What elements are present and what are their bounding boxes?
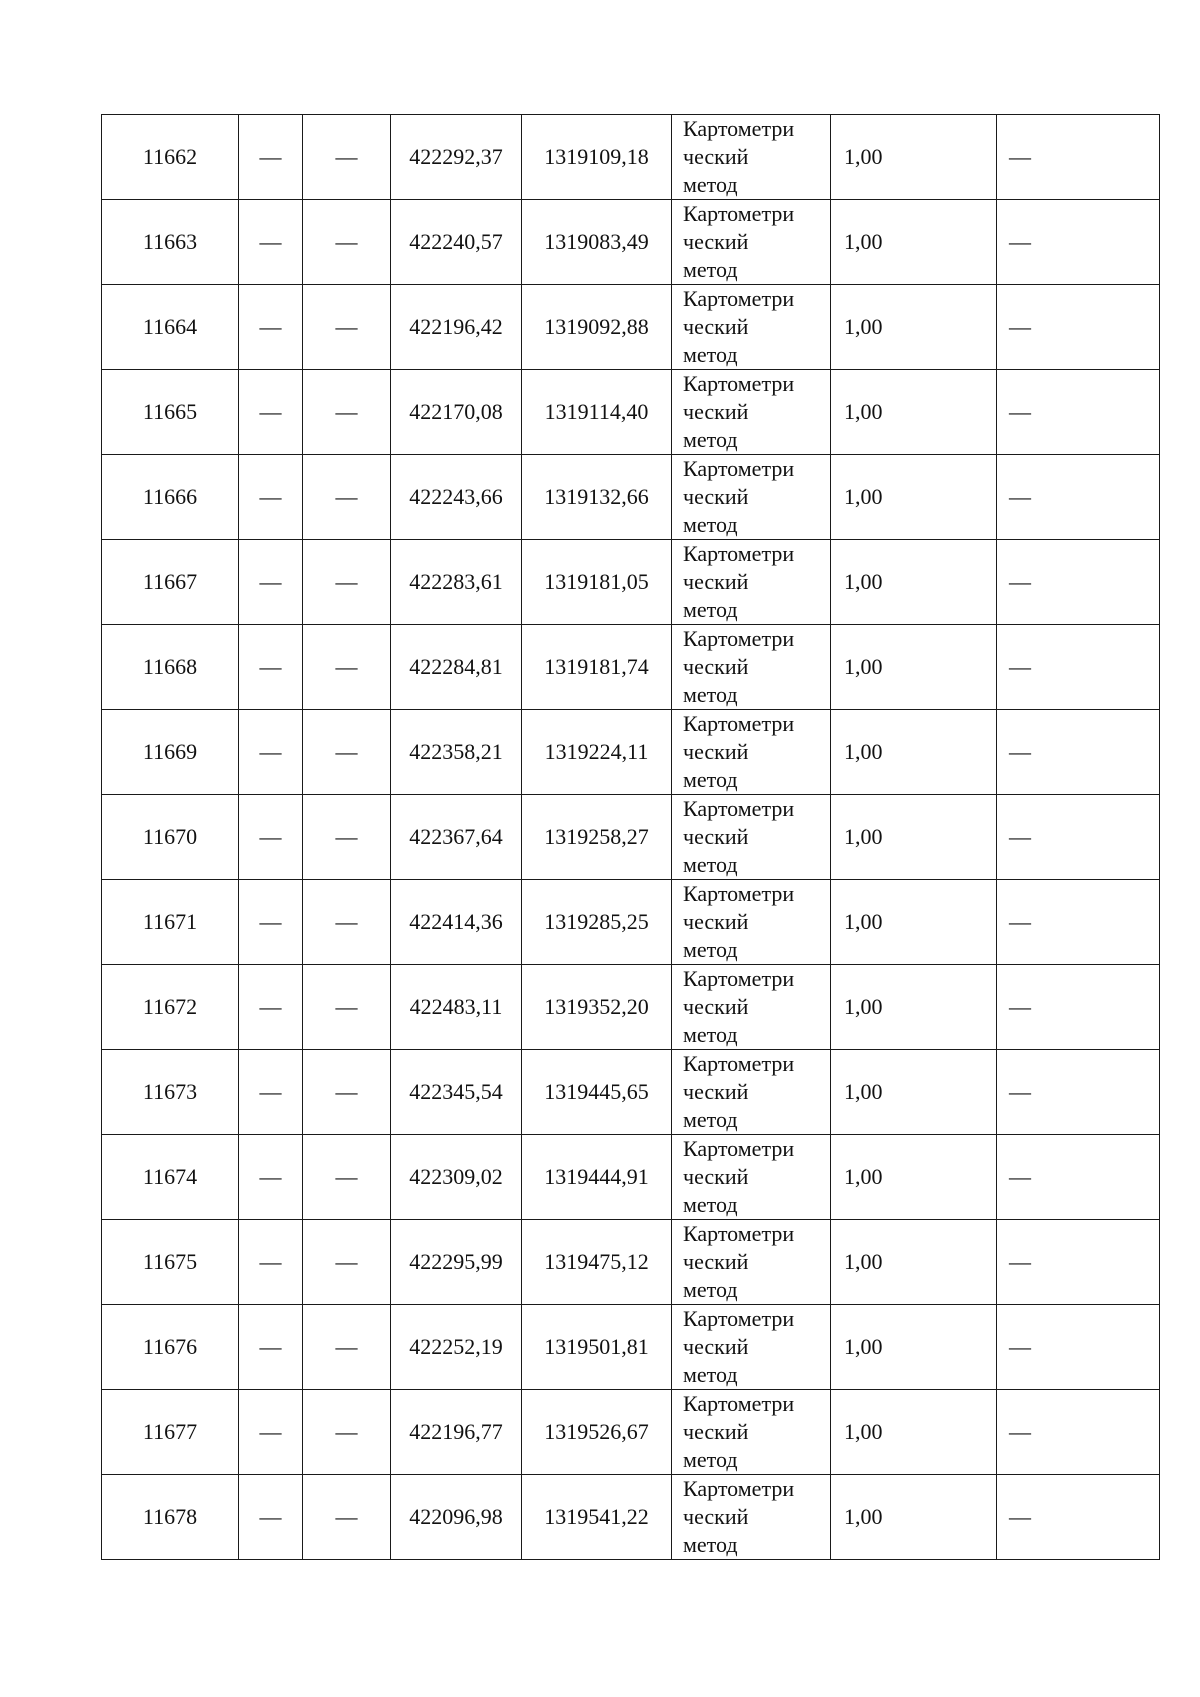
y-coordinate-cell: 1319109,18 bbox=[522, 115, 672, 200]
empty-dash-cell: — bbox=[997, 1050, 1160, 1135]
method-text-line: ческий bbox=[683, 1334, 749, 1359]
x-coordinate-cell: 422345,54 bbox=[391, 1050, 522, 1135]
method-text-line: ческий bbox=[683, 739, 749, 764]
accuracy-cell: 1,00 bbox=[831, 285, 997, 370]
method-cell bbox=[672, 370, 831, 455]
accuracy-cell: 1,00 bbox=[831, 625, 997, 710]
method-text-line: ческий bbox=[683, 229, 749, 254]
empty-dash-cell: — bbox=[303, 455, 391, 540]
empty-dash-cell: — bbox=[997, 965, 1160, 1050]
empty-dash-cell: — bbox=[303, 965, 391, 1050]
empty-dash-cell: — bbox=[239, 795, 303, 880]
method-cell bbox=[672, 710, 831, 795]
accuracy-cell: 1,00 bbox=[831, 1220, 997, 1305]
empty-dash-cell: — bbox=[239, 455, 303, 540]
method-text-line: Картометри bbox=[683, 1136, 795, 1161]
table-row bbox=[102, 1220, 1160, 1305]
method-text-line: Картометри bbox=[683, 201, 795, 226]
point-number-cell: 11671 bbox=[102, 880, 239, 965]
method-text-line: ческий bbox=[683, 994, 749, 1019]
method-text-line: Картометри bbox=[683, 1391, 795, 1416]
y-coordinate-cell: 1319526,67 bbox=[522, 1390, 672, 1475]
method-text-line: метод bbox=[683, 1447, 738, 1472]
accuracy-cell: 1,00 bbox=[831, 370, 997, 455]
method-text-line: Картометри bbox=[683, 371, 795, 396]
y-coordinate-cell: 1319352,20 bbox=[522, 965, 672, 1050]
table-row bbox=[102, 710, 1160, 795]
y-coordinate-cell: 1319083,49 bbox=[522, 200, 672, 285]
empty-dash-cell: — bbox=[997, 795, 1160, 880]
method-cell bbox=[672, 540, 831, 625]
point-number-cell: 11675 bbox=[102, 1220, 239, 1305]
empty-dash-cell: — bbox=[239, 1390, 303, 1475]
method-text-line: метод bbox=[683, 767, 738, 792]
method-text-line: Картометри bbox=[683, 286, 795, 311]
empty-dash-cell: — bbox=[997, 710, 1160, 795]
empty-dash-cell: — bbox=[239, 1220, 303, 1305]
method-cell bbox=[672, 1050, 831, 1135]
point-number-cell: 11669 bbox=[102, 710, 239, 795]
accuracy-cell: 1,00 bbox=[831, 1475, 997, 1560]
x-coordinate-cell: 422196,77 bbox=[391, 1390, 522, 1475]
x-coordinate-cell: 422240,57 bbox=[391, 200, 522, 285]
method-text-line: Картометри bbox=[683, 456, 795, 481]
method-text-line: Картометри bbox=[683, 1306, 795, 1331]
method-text-line: Картометри bbox=[683, 1051, 795, 1076]
x-coordinate-cell: 422309,02 bbox=[391, 1135, 522, 1220]
method-text-line: Картометри bbox=[683, 711, 795, 736]
empty-dash-cell: — bbox=[997, 625, 1160, 710]
accuracy-cell: 1,00 bbox=[831, 540, 997, 625]
method-text-line: Картометри bbox=[683, 116, 795, 141]
table-row bbox=[102, 1305, 1160, 1390]
empty-dash-cell: — bbox=[303, 795, 391, 880]
point-number-cell: 11666 bbox=[102, 455, 239, 540]
method-text-line: Картометри bbox=[683, 1221, 795, 1246]
point-number-cell: 11677 bbox=[102, 1390, 239, 1475]
empty-dash-cell: — bbox=[303, 1220, 391, 1305]
method-cell bbox=[672, 1220, 831, 1305]
y-coordinate-cell: 1319181,05 bbox=[522, 540, 672, 625]
method-text-line: ческий bbox=[683, 1504, 749, 1529]
table-row bbox=[102, 795, 1160, 880]
table-row bbox=[102, 1390, 1160, 1475]
empty-dash-cell: — bbox=[303, 200, 391, 285]
empty-dash-cell: — bbox=[239, 285, 303, 370]
method-text-line: ческий bbox=[683, 484, 749, 509]
table-row bbox=[102, 370, 1160, 455]
method-text-line: метод bbox=[683, 342, 738, 367]
y-coordinate-cell: 1319501,81 bbox=[522, 1305, 672, 1390]
empty-dash-cell: — bbox=[303, 115, 391, 200]
method-cell bbox=[672, 1305, 831, 1390]
empty-dash-cell: — bbox=[303, 625, 391, 710]
method-text-line: метод bbox=[683, 512, 738, 537]
method-text-line: метод bbox=[683, 1532, 738, 1557]
y-coordinate-cell: 1319541,22 bbox=[522, 1475, 672, 1560]
x-coordinate-cell: 422252,19 bbox=[391, 1305, 522, 1390]
method-text-line: ческий bbox=[683, 654, 749, 679]
accuracy-cell: 1,00 bbox=[831, 455, 997, 540]
method-cell bbox=[672, 965, 831, 1050]
y-coordinate-cell: 1319285,25 bbox=[522, 880, 672, 965]
point-number-cell: 11665 bbox=[102, 370, 239, 455]
point-number-cell: 11662 bbox=[102, 115, 239, 200]
y-coordinate-cell: 1319475,12 bbox=[522, 1220, 672, 1305]
empty-dash-cell: — bbox=[303, 1475, 391, 1560]
method-text-line: Картометри bbox=[683, 796, 795, 821]
point-number-cell: 11673 bbox=[102, 1050, 239, 1135]
point-number-cell: 11676 bbox=[102, 1305, 239, 1390]
x-coordinate-cell: 422483,11 bbox=[391, 965, 522, 1050]
empty-dash-cell: — bbox=[239, 1475, 303, 1560]
method-cell bbox=[672, 1390, 831, 1475]
empty-dash-cell: — bbox=[997, 1305, 1160, 1390]
method-text-line: метод bbox=[683, 1107, 738, 1132]
method-text-line: ческий bbox=[683, 1164, 749, 1189]
table-row bbox=[102, 200, 1160, 285]
y-coordinate-cell: 1319114,40 bbox=[522, 370, 672, 455]
x-coordinate-cell: 422367,64 bbox=[391, 795, 522, 880]
method-text-line: метод bbox=[683, 1362, 738, 1387]
accuracy-cell: 1,00 bbox=[831, 200, 997, 285]
method-text-line: ческий bbox=[683, 144, 749, 169]
x-coordinate-cell: 422358,21 bbox=[391, 710, 522, 795]
x-coordinate-cell: 422283,61 bbox=[391, 540, 522, 625]
point-number-cell: 11668 bbox=[102, 625, 239, 710]
accuracy-cell: 1,00 bbox=[831, 795, 997, 880]
accuracy-cell: 1,00 bbox=[831, 1390, 997, 1475]
method-text-line: ческий bbox=[683, 1419, 749, 1444]
method-text-line: метод bbox=[683, 257, 738, 282]
empty-dash-cell: — bbox=[303, 1135, 391, 1220]
method-text-line: ческий bbox=[683, 1249, 749, 1274]
method-cell bbox=[672, 200, 831, 285]
empty-dash-cell: — bbox=[997, 1475, 1160, 1560]
empty-dash-cell: — bbox=[997, 285, 1160, 370]
method-cell bbox=[672, 455, 831, 540]
table-row bbox=[102, 115, 1160, 200]
empty-dash-cell: — bbox=[997, 540, 1160, 625]
x-coordinate-cell: 422096,98 bbox=[391, 1475, 522, 1560]
empty-dash-cell: — bbox=[997, 115, 1160, 200]
x-coordinate-cell: 422170,08 bbox=[391, 370, 522, 455]
accuracy-cell: 1,00 bbox=[831, 1305, 997, 1390]
empty-dash-cell: — bbox=[239, 200, 303, 285]
empty-dash-cell: — bbox=[239, 880, 303, 965]
method-text-line: ческий bbox=[683, 314, 749, 339]
table-row bbox=[102, 455, 1160, 540]
method-cell bbox=[672, 1475, 831, 1560]
table-row bbox=[102, 965, 1160, 1050]
empty-dash-cell: — bbox=[303, 1305, 391, 1390]
method-text-line: метод bbox=[683, 427, 738, 452]
method-text-line: Картометри bbox=[683, 1476, 795, 1501]
y-coordinate-cell: 1319132,66 bbox=[522, 455, 672, 540]
method-cell bbox=[672, 880, 831, 965]
empty-dash-cell: — bbox=[303, 710, 391, 795]
method-text-line: метод bbox=[683, 682, 738, 707]
table-row bbox=[102, 625, 1160, 710]
accuracy-cell: 1,00 bbox=[831, 710, 997, 795]
point-number-cell: 11663 bbox=[102, 200, 239, 285]
point-number-cell: 11678 bbox=[102, 1475, 239, 1560]
accuracy-cell: 1,00 bbox=[831, 1135, 997, 1220]
y-coordinate-cell: 1319444,91 bbox=[522, 1135, 672, 1220]
method-text-line: ческий bbox=[683, 1079, 749, 1104]
table-row bbox=[102, 1135, 1160, 1220]
point-number-cell: 11674 bbox=[102, 1135, 239, 1220]
empty-dash-cell: — bbox=[239, 1305, 303, 1390]
empty-dash-cell: — bbox=[239, 540, 303, 625]
empty-dash-cell: — bbox=[239, 965, 303, 1050]
method-cell bbox=[672, 115, 831, 200]
method-text-line: метод bbox=[683, 852, 738, 877]
method-text-line: Картометри bbox=[683, 881, 795, 906]
accuracy-cell: 1,00 bbox=[831, 1050, 997, 1135]
x-coordinate-cell: 422196,42 bbox=[391, 285, 522, 370]
point-number-cell: 11672 bbox=[102, 965, 239, 1050]
point-number-cell: 11667 bbox=[102, 540, 239, 625]
method-text-line: ческий bbox=[683, 909, 749, 934]
empty-dash-cell: — bbox=[239, 1050, 303, 1135]
x-coordinate-cell: 422295,99 bbox=[391, 1220, 522, 1305]
empty-dash-cell: — bbox=[997, 1390, 1160, 1475]
table-body bbox=[102, 115, 1160, 1560]
coordinates-table bbox=[101, 114, 1160, 1560]
x-coordinate-cell: 422284,81 bbox=[391, 625, 522, 710]
accuracy-cell: 1,00 bbox=[831, 115, 997, 200]
empty-dash-cell: — bbox=[239, 625, 303, 710]
method-text-line: Картометри bbox=[683, 966, 795, 991]
y-coordinate-cell: 1319224,11 bbox=[522, 710, 672, 795]
method-text-line: метод bbox=[683, 597, 738, 622]
empty-dash-cell: — bbox=[303, 1050, 391, 1135]
method-text-line: Картометри bbox=[683, 541, 795, 566]
empty-dash-cell: — bbox=[997, 370, 1160, 455]
table-row bbox=[102, 880, 1160, 965]
method-text-line: ческий bbox=[683, 399, 749, 424]
y-coordinate-cell: 1319445,65 bbox=[522, 1050, 672, 1135]
accuracy-cell: 1,00 bbox=[831, 880, 997, 965]
x-coordinate-cell: 422292,37 bbox=[391, 115, 522, 200]
x-coordinate-cell: 422243,66 bbox=[391, 455, 522, 540]
empty-dash-cell: — bbox=[997, 200, 1160, 285]
method-text-line: метод bbox=[683, 1277, 738, 1302]
empty-dash-cell: — bbox=[997, 455, 1160, 540]
x-coordinate-cell: 422414,36 bbox=[391, 880, 522, 965]
method-text-line: Картометри bbox=[683, 626, 795, 651]
y-coordinate-cell: 1319181,74 bbox=[522, 625, 672, 710]
method-cell bbox=[672, 795, 831, 880]
method-cell bbox=[672, 285, 831, 370]
empty-dash-cell: — bbox=[997, 1135, 1160, 1220]
point-number-cell: 11670 bbox=[102, 795, 239, 880]
method-cell bbox=[672, 1135, 831, 1220]
empty-dash-cell: — bbox=[239, 370, 303, 455]
method-text-line: ческий bbox=[683, 569, 749, 594]
method-text-line: метод bbox=[683, 172, 738, 197]
method-text-line: метод bbox=[683, 1192, 738, 1217]
empty-dash-cell: — bbox=[303, 285, 391, 370]
empty-dash-cell: — bbox=[303, 880, 391, 965]
empty-dash-cell: — bbox=[997, 1220, 1160, 1305]
empty-dash-cell: — bbox=[303, 1390, 391, 1475]
accuracy-cell: 1,00 bbox=[831, 965, 997, 1050]
table-row bbox=[102, 1475, 1160, 1560]
empty-dash-cell: — bbox=[239, 115, 303, 200]
method-text-line: ческий bbox=[683, 824, 749, 849]
method-cell bbox=[672, 625, 831, 710]
empty-dash-cell: — bbox=[239, 1135, 303, 1220]
empty-dash-cell: — bbox=[303, 540, 391, 625]
table-row bbox=[102, 285, 1160, 370]
empty-dash-cell: — bbox=[303, 370, 391, 455]
y-coordinate-cell: 1319092,88 bbox=[522, 285, 672, 370]
method-text-line: метод bbox=[683, 937, 738, 962]
table-row bbox=[102, 1050, 1160, 1135]
empty-dash-cell: — bbox=[997, 880, 1160, 965]
y-coordinate-cell: 1319258,27 bbox=[522, 795, 672, 880]
table-row bbox=[102, 540, 1160, 625]
empty-dash-cell: — bbox=[239, 710, 303, 795]
method-text-line: метод bbox=[683, 1022, 738, 1047]
point-number-cell: 11664 bbox=[102, 285, 239, 370]
